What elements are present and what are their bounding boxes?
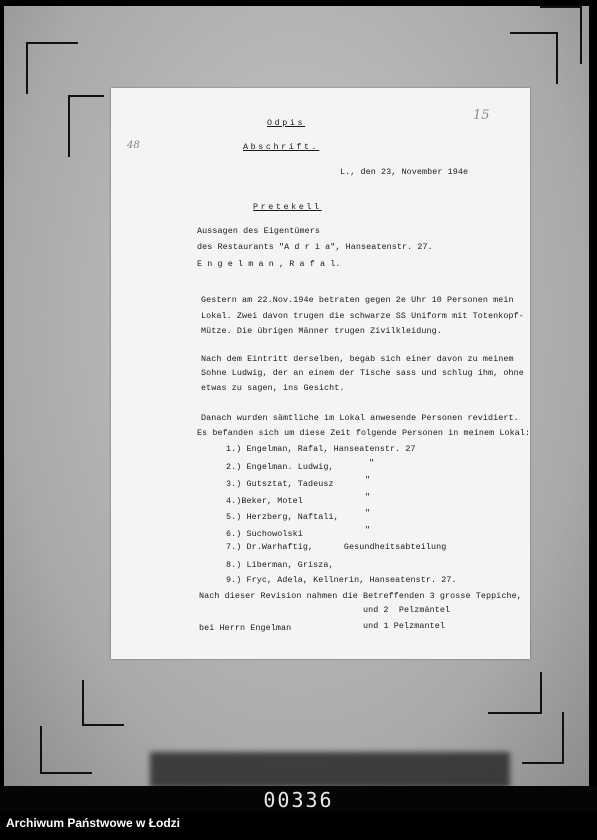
para1-line-2: Lokal. Zwei davon trugen die schwarze SS Uniform mit Totenkopf- (201, 311, 524, 321)
person-list-item: 8.) Liberman, Grisza, (226, 560, 334, 570)
witness-line-2: des Restaurants "A d r i a", Hanseatenstr. 27. (197, 242, 433, 252)
document-title: Pretekell (253, 202, 322, 212)
person-list-item: 5.) Herzberg, Naftali, (226, 512, 339, 522)
ditto-mark: " (369, 458, 375, 468)
witness-line-3: E n g e l m a n , R a f a l. (197, 259, 341, 269)
para3-line-2: Es befanden sich um diese Zeit folgende Personen in meinem Lokal: (197, 428, 531, 438)
person-list-item: 2.) Engelman. Ludwig, (226, 462, 334, 472)
handwritten-margin-mark: 48 (127, 140, 140, 151)
item-line-2: und 1 Pelzmantel (363, 621, 446, 631)
person-list-item: 4.)Beker, Motel (226, 496, 303, 506)
para1-line-3: Mütze. Die übrigen Männer trugen Zivilkleidung. (201, 326, 442, 336)
header-abschrift: Abschrift. (243, 142, 320, 152)
header-odpis: Odpis (267, 118, 306, 128)
para2-line-3: etwas zu sagen, ins Gesicht. (201, 383, 345, 393)
corner-mark-bottom-left (82, 680, 124, 726)
ditto-mark: " (365, 508, 371, 518)
handwritten-page-number: 15 (473, 108, 490, 123)
person-list-item: 9.) Fryc, Adela, Kellnerin, Hanseatenstr. 27. (226, 575, 457, 585)
corner-mark-bottom-right (488, 672, 542, 714)
bei-line: bei Herrn Engelman (199, 623, 292, 633)
film-shadow (150, 752, 510, 788)
item-line-1: und 2 Pelzmäntel (363, 605, 451, 615)
witness-line-1: Aussagen des Eigentümers (197, 226, 321, 236)
corner-mark-top-left (26, 42, 78, 94)
revision-line: Nach dieser Revision nahmen die Betreffenden 3 grosse Teppiche, (199, 591, 522, 601)
para2-line-2: Sohne Ludwig, der an einem der Tische sass und schlug ihm, ohne (201, 368, 524, 378)
para1-line-1: Gestern am 22.Nov.194e betraten gegen 2e Uhr 10 Personen mein (201, 295, 514, 305)
para2-line-1: Nach dem Eintritt derselben, begab sich einer davon zu meinem (201, 354, 514, 364)
frame-number: 00336 (263, 788, 334, 812)
ditto-mark: " (365, 492, 371, 502)
corner-mark-bottom-right-outer (522, 712, 564, 764)
archive-label: Archiwum Państwowe w Łodzi (6, 816, 181, 830)
person-list-item: 1.) Engelman, Rafal, Hanseatenstr. 27 (226, 444, 416, 454)
corner-mark-top-right-outer (540, 6, 582, 64)
corner-mark-top-left-inner (68, 95, 104, 157)
person-list-item: 3.) Gutsztat, Tadeusz (226, 479, 334, 489)
person-list-item: 7.) Dr.Warhaftig, Gesundheitsabteilung (226, 542, 447, 552)
ditto-mark: " (365, 475, 371, 485)
date-line: L., den 23, November 194e (340, 167, 469, 177)
ditto-mark: " (365, 525, 371, 535)
corner-mark-bottom-left-outer (40, 726, 92, 774)
person-list-item: 6.) Suchowolski (226, 529, 303, 539)
para3-line-1: Danach wurden sämtliche im Lokal anwesende Personen revidiert. (201, 413, 519, 423)
document-page (111, 88, 530, 659)
